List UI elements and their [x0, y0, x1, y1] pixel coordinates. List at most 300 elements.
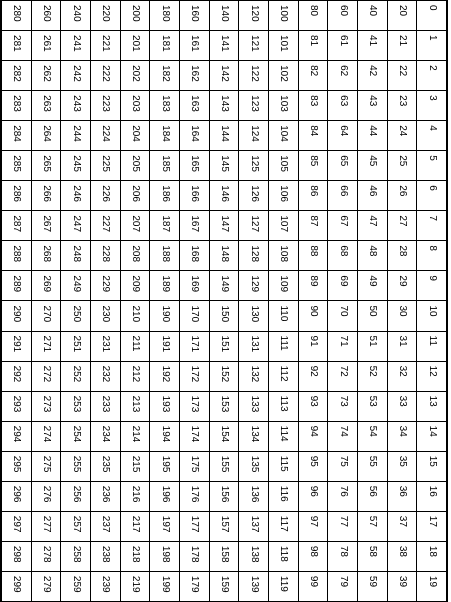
- table-cell: 168: [180, 241, 210, 271]
- table-cell: 90: [298, 301, 328, 331]
- table-cell: 50: [358, 301, 388, 331]
- table-cell: 141: [209, 31, 239, 61]
- table-cell: 184: [150, 121, 180, 151]
- table-cell: 286: [2, 181, 32, 211]
- table-cell: 98: [298, 541, 328, 571]
- table-cell: 147: [209, 211, 239, 241]
- table-cell: 239: [91, 571, 121, 601]
- table-cell: 294: [2, 421, 32, 451]
- number-grid-table: [1, 0, 447, 602]
- table-cell: 210: [120, 301, 150, 331]
- table-cell: 180: [150, 1, 180, 31]
- table-cell: 279: [31, 571, 61, 601]
- table-cell: 23: [387, 91, 417, 121]
- table-cell: 196: [150, 481, 180, 511]
- table-row: [61, 1, 91, 602]
- table-cell: 197: [150, 511, 180, 541]
- table-cell: 255: [61, 451, 91, 481]
- table-cell: 125: [239, 151, 269, 181]
- table-cell: 20: [387, 1, 417, 31]
- table-row: [298, 1, 328, 602]
- table-cell: 263: [31, 91, 61, 121]
- table-cell: 124: [239, 121, 269, 151]
- table-cell: 68: [328, 241, 358, 271]
- table-cell: 277: [31, 511, 61, 541]
- table-row: [269, 1, 299, 602]
- table-cell: 269: [31, 271, 61, 301]
- table-cell: 222: [91, 61, 121, 91]
- table-cell: 247: [61, 211, 91, 241]
- table-cell: 189: [150, 271, 180, 301]
- table-cell: 13: [417, 391, 447, 421]
- table-cell: 285: [2, 151, 32, 181]
- table-cell: 57: [358, 511, 388, 541]
- table-cell: 160: [180, 1, 210, 31]
- table-cell: 200: [120, 1, 150, 31]
- table-cell: 131: [239, 331, 269, 361]
- table-cell: 199: [150, 571, 180, 601]
- table-cell: 185: [150, 151, 180, 181]
- table-cell: 119: [269, 571, 299, 601]
- table-cell: 45: [358, 151, 388, 181]
- table-cell: 146: [209, 181, 239, 211]
- table-cell: 133: [239, 391, 269, 421]
- table-cell: 266: [31, 181, 61, 211]
- table-cell: 156: [209, 481, 239, 511]
- table-cell: 80: [298, 1, 328, 31]
- table-cell: 191: [150, 331, 180, 361]
- table-cell: 178: [180, 541, 210, 571]
- table-cell: 85: [298, 151, 328, 181]
- table-cell: 268: [31, 241, 61, 271]
- table-cell: 100: [269, 1, 299, 31]
- table-cell: 293: [2, 391, 32, 421]
- table-cell: 89: [298, 271, 328, 301]
- table-cell: 0: [417, 1, 447, 31]
- table-cell: 272: [31, 361, 61, 391]
- table-cell: 177: [180, 511, 210, 541]
- table-cell: 8: [417, 241, 447, 271]
- table-cell: 188: [150, 241, 180, 271]
- table-cell: 51: [358, 331, 388, 361]
- table-cell: 137: [239, 511, 269, 541]
- table-row: [150, 1, 180, 602]
- table-cell: 240: [61, 1, 91, 31]
- table-cell: 238: [91, 541, 121, 571]
- table-cell: 284: [2, 121, 32, 151]
- table-cell: 21: [387, 31, 417, 61]
- table-cell: 281: [2, 31, 32, 61]
- table-cell: 235: [91, 451, 121, 481]
- table-row: [180, 1, 210, 602]
- table-cell: 258: [61, 541, 91, 571]
- table-cell: 213: [120, 391, 150, 421]
- table-cell: 126: [239, 181, 269, 211]
- table-cell: 254: [61, 421, 91, 451]
- table-cell: 115: [269, 451, 299, 481]
- table-cell: 7: [417, 211, 447, 241]
- table-cell: 278: [31, 541, 61, 571]
- table-cell: 64: [328, 121, 358, 151]
- table-cell: 3: [417, 91, 447, 121]
- table-cell: 229: [91, 271, 121, 301]
- table-cell: 216: [120, 481, 150, 511]
- table-cell: 223: [91, 91, 121, 121]
- table-cell: 236: [91, 481, 121, 511]
- table-cell: 252: [61, 361, 91, 391]
- table-cell: 245: [61, 151, 91, 181]
- table-cell: 291: [2, 331, 32, 361]
- table-cell: 166: [180, 181, 210, 211]
- table-cell: 227: [91, 211, 121, 241]
- table-cell: 155: [209, 451, 239, 481]
- table-cell: 292: [2, 361, 32, 391]
- table-cell: 276: [31, 481, 61, 511]
- table-cell: 122: [239, 61, 269, 91]
- table-cell: 206: [120, 181, 150, 211]
- table-cell: 244: [61, 121, 91, 151]
- table-cell: 297: [2, 511, 32, 541]
- table-cell: 198: [150, 541, 180, 571]
- table-cell: 58: [358, 541, 388, 571]
- table-cell: 175: [180, 451, 210, 481]
- table-cell: 44: [358, 121, 388, 151]
- table-cell: 282: [2, 61, 32, 91]
- table-cell: 49: [358, 271, 388, 301]
- table-cell: 11: [417, 331, 447, 361]
- table-cell: 34: [387, 421, 417, 451]
- table-cell: 215: [120, 451, 150, 481]
- table-cell: 97: [298, 511, 328, 541]
- table-cell: 104: [269, 121, 299, 151]
- table-cell: 154: [209, 421, 239, 451]
- table-cell: 36: [387, 481, 417, 511]
- table-cell: 31: [387, 331, 417, 361]
- table-cell: 128: [239, 241, 269, 271]
- table-cell: 26: [387, 181, 417, 211]
- table-cell: 231: [91, 331, 121, 361]
- table-cell: 153: [209, 391, 239, 421]
- table-cell: 183: [150, 91, 180, 121]
- table-cell: 298: [2, 541, 32, 571]
- table-cell: 295: [2, 451, 32, 481]
- table-cell: 9: [417, 271, 447, 301]
- table-cell: 299: [2, 571, 32, 601]
- table-cell: 162: [180, 61, 210, 91]
- table-cell: 42: [358, 61, 388, 91]
- table-cell: 14: [417, 421, 447, 451]
- table-cell: 164: [180, 121, 210, 151]
- table-cell: 287: [2, 211, 32, 241]
- table-cell: 2: [417, 61, 447, 91]
- table-cell: 179: [180, 571, 210, 601]
- table-cell: 149: [209, 271, 239, 301]
- table-cell: 273: [31, 391, 61, 421]
- table-cell: 209: [120, 271, 150, 301]
- table-cell: 19: [417, 571, 447, 601]
- table-cell: 192: [150, 361, 180, 391]
- table-cell: 158: [209, 541, 239, 571]
- table-cell: 107: [269, 211, 299, 241]
- table-cell: 151: [209, 331, 239, 361]
- table-cell: 150: [209, 301, 239, 331]
- table-cell: 148: [209, 241, 239, 271]
- table-cell: 99: [298, 571, 328, 601]
- table-cell: 139: [239, 571, 269, 601]
- table-cell: 123: [239, 91, 269, 121]
- table-cell: 253: [61, 391, 91, 421]
- table-row: [2, 1, 32, 602]
- table-cell: 169: [180, 271, 210, 301]
- table-cell: 172: [180, 361, 210, 391]
- table-cell: 219: [120, 571, 150, 601]
- table-cell: 83: [298, 91, 328, 121]
- table-cell: 91: [298, 331, 328, 361]
- table-cell: 280: [2, 1, 32, 31]
- table-cell: 142: [209, 61, 239, 91]
- table-cell: 161: [180, 31, 210, 61]
- table-cell: 193: [150, 391, 180, 421]
- table-cell: 211: [120, 331, 150, 361]
- table-cell: 267: [31, 211, 61, 241]
- table-cell: 195: [150, 451, 180, 481]
- table-cell: 60: [328, 1, 358, 31]
- table-cell: 289: [2, 271, 32, 301]
- table-cell: 270: [31, 301, 61, 331]
- table-cell: 288: [2, 241, 32, 271]
- table-cell: 48: [358, 241, 388, 271]
- table-cell: 61: [328, 31, 358, 61]
- table-cell: 237: [91, 511, 121, 541]
- table-cell: 4: [417, 121, 447, 151]
- table-cell: 274: [31, 421, 61, 451]
- table-cell: 17: [417, 511, 447, 541]
- table-cell: 228: [91, 241, 121, 271]
- table-cell: 86: [298, 181, 328, 211]
- table-row: [91, 1, 121, 602]
- table-cell: 40: [358, 1, 388, 31]
- table-cell: 24: [387, 121, 417, 151]
- table-cell: 116: [269, 481, 299, 511]
- table-cell: 186: [150, 181, 180, 211]
- number-grid-body: [2, 1, 447, 602]
- table-cell: 224: [91, 121, 121, 151]
- table-cell: 41: [358, 31, 388, 61]
- table-cell: 249: [61, 271, 91, 301]
- table-cell: 220: [91, 1, 121, 31]
- table-cell: 109: [269, 271, 299, 301]
- table-row: [31, 1, 61, 602]
- table-cell: 82: [298, 61, 328, 91]
- table-cell: 212: [120, 361, 150, 391]
- table-cell: 271: [31, 331, 61, 361]
- table-cell: 121: [239, 31, 269, 61]
- table-cell: 71: [328, 331, 358, 361]
- table-cell: 56: [358, 481, 388, 511]
- table-cell: 88: [298, 241, 328, 271]
- table-cell: 143: [209, 91, 239, 121]
- table-cell: 230: [91, 301, 121, 331]
- table-cell: 43: [358, 91, 388, 121]
- table-cell: 30: [387, 301, 417, 331]
- table-cell: 76: [328, 481, 358, 511]
- table-cell: 29: [387, 271, 417, 301]
- table-cell: 10: [417, 301, 447, 331]
- table-row: [328, 1, 358, 602]
- table-row: [209, 1, 239, 602]
- table-cell: 248: [61, 241, 91, 271]
- table-cell: 25: [387, 151, 417, 181]
- table-cell: 140: [209, 1, 239, 31]
- table-cell: 111: [269, 331, 299, 361]
- table-cell: 102: [269, 61, 299, 91]
- table-cell: 105: [269, 151, 299, 181]
- table-cell: 225: [91, 151, 121, 181]
- table-cell: 159: [209, 571, 239, 601]
- table-cell: 201: [120, 31, 150, 61]
- table-cell: 217: [120, 511, 150, 541]
- table-cell: 165: [180, 151, 210, 181]
- table-cell: 221: [91, 31, 121, 61]
- table-row: [120, 1, 150, 602]
- table-cell: 145: [209, 151, 239, 181]
- table-cell: 129: [239, 271, 269, 301]
- table-cell: 103: [269, 91, 299, 121]
- table-cell: 117: [269, 511, 299, 541]
- table-cell: 187: [150, 211, 180, 241]
- table-cell: 157: [209, 511, 239, 541]
- table-cell: 152: [209, 361, 239, 391]
- table-cell: 16: [417, 481, 447, 511]
- table-cell: 6: [417, 181, 447, 211]
- table-cell: 67: [328, 211, 358, 241]
- table-cell: 208: [120, 241, 150, 271]
- table-cell: 243: [61, 91, 91, 121]
- table-cell: 283: [2, 91, 32, 121]
- table-cell: 182: [150, 61, 180, 91]
- table-cell: 70: [328, 301, 358, 331]
- table-cell: 170: [180, 301, 210, 331]
- table-cell: 246: [61, 181, 91, 211]
- table-cell: 259: [61, 571, 91, 601]
- table-cell: 114: [269, 421, 299, 451]
- table-cell: 204: [120, 121, 150, 151]
- table-cell: 63: [328, 91, 358, 121]
- table-cell: 1: [417, 31, 447, 61]
- table-cell: 72: [328, 361, 358, 391]
- table-cell: 66: [328, 181, 358, 211]
- table-cell: 234: [91, 421, 121, 451]
- table-cell: 108: [269, 241, 299, 271]
- table-cell: 190: [150, 301, 180, 331]
- table-cell: 52: [358, 361, 388, 391]
- table-cell: 32: [387, 361, 417, 391]
- table-cell: 95: [298, 451, 328, 481]
- table-cell: 69: [328, 271, 358, 301]
- table-cell: 127: [239, 211, 269, 241]
- table-cell: 78: [328, 541, 358, 571]
- table-cell: 53: [358, 391, 388, 421]
- table-cell: 173: [180, 391, 210, 421]
- table-cell: 62: [328, 61, 358, 91]
- table-cell: 33: [387, 391, 417, 421]
- table-cell: 134: [239, 421, 269, 451]
- table-cell: 38: [387, 541, 417, 571]
- table-row: [358, 1, 388, 602]
- table-cell: 251: [61, 331, 91, 361]
- table-cell: 35: [387, 451, 417, 481]
- table-cell: 47: [358, 211, 388, 241]
- table-cell: 77: [328, 511, 358, 541]
- table-cell: 264: [31, 121, 61, 151]
- table-cell: 101: [269, 31, 299, 61]
- table-cell: 75: [328, 451, 358, 481]
- table-cell: 120: [239, 1, 269, 31]
- table-cell: 144: [209, 121, 239, 151]
- table-cell: 84: [298, 121, 328, 151]
- rotated-grid-container: [1, 0, 447, 602]
- table-cell: 260: [31, 1, 61, 31]
- table-cell: 93: [298, 391, 328, 421]
- table-cell: 37: [387, 511, 417, 541]
- table-cell: 73: [328, 391, 358, 421]
- table-cell: 261: [31, 31, 61, 61]
- table-cell: 65: [328, 151, 358, 181]
- table-cell: 79: [328, 571, 358, 601]
- table-cell: 290: [2, 301, 32, 331]
- table-row: [239, 1, 269, 602]
- table-cell: 176: [180, 481, 210, 511]
- table-cell: 214: [120, 421, 150, 451]
- table-cell: 207: [120, 211, 150, 241]
- table-cell: 218: [120, 541, 150, 571]
- table-cell: 202: [120, 61, 150, 91]
- table-cell: 135: [239, 451, 269, 481]
- table-cell: 203: [120, 91, 150, 121]
- table-cell: 242: [61, 61, 91, 91]
- table-cell: 12: [417, 361, 447, 391]
- table-cell: 118: [269, 541, 299, 571]
- table-cell: 132: [239, 361, 269, 391]
- table-row: [417, 1, 447, 602]
- table-cell: 94: [298, 421, 328, 451]
- table-cell: 15: [417, 451, 447, 481]
- table-cell: 92: [298, 361, 328, 391]
- table-cell: 113: [269, 391, 299, 421]
- table-cell: 55: [358, 451, 388, 481]
- table-cell: 28: [387, 241, 417, 271]
- table-cell: 46: [358, 181, 388, 211]
- table-cell: 106: [269, 181, 299, 211]
- table-cell: 18: [417, 541, 447, 571]
- table-cell: 233: [91, 391, 121, 421]
- table-cell: 112: [269, 361, 299, 391]
- table-cell: 256: [61, 481, 91, 511]
- table-cell: 205: [120, 151, 150, 181]
- table-cell: 136: [239, 481, 269, 511]
- table-cell: 250: [61, 301, 91, 331]
- table-cell: 81: [298, 31, 328, 61]
- table-cell: 110: [269, 301, 299, 331]
- table-cell: 39: [387, 571, 417, 601]
- table-cell: 275: [31, 451, 61, 481]
- table-cell: 262: [31, 61, 61, 91]
- table-cell: 54: [358, 421, 388, 451]
- table-cell: 27: [387, 211, 417, 241]
- table-cell: 257: [61, 511, 91, 541]
- table-cell: 59: [358, 571, 388, 601]
- table-cell: 5: [417, 151, 447, 181]
